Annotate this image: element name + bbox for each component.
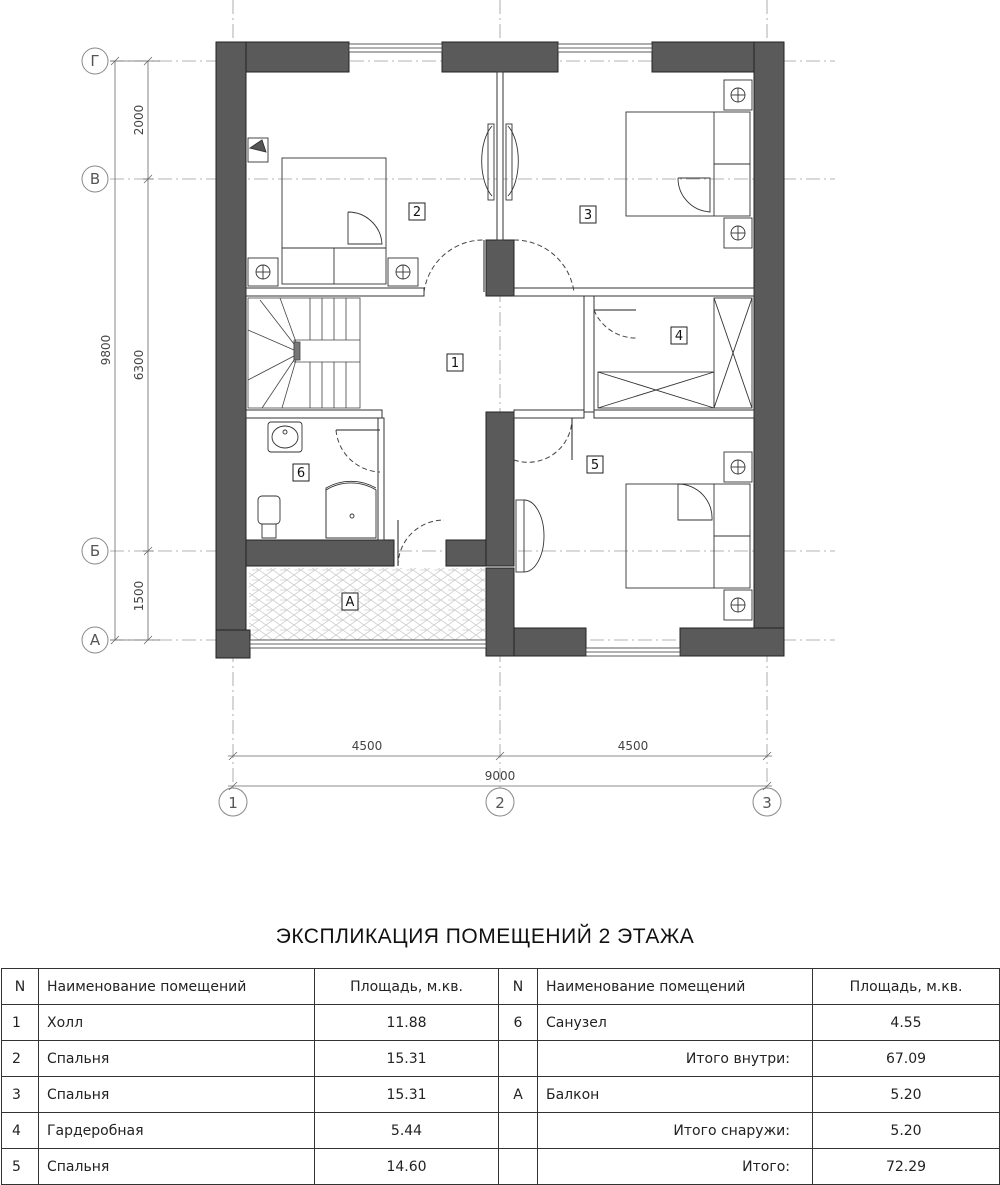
row-name: Спальня <box>39 1041 315 1077</box>
axis-markers-numbers <box>219 788 781 816</box>
table-row <box>2 1041 1000 1077</box>
axis-marker-a <box>82 627 108 653</box>
row-area: 5.20 <box>813 1113 1000 1149</box>
row-n <box>499 1149 538 1185</box>
dim-2000: 2000 <box>132 104 146 136</box>
table-header-row <box>2 969 1000 1005</box>
row-n: 2 <box>2 1041 39 1077</box>
dim-1500: 1500 <box>132 580 146 612</box>
row-area: 72.29 <box>813 1149 1000 1185</box>
axis-marker-2 <box>486 788 514 816</box>
room-tag-3 <box>580 206 596 223</box>
svg-text:3: 3 <box>762 794 772 812</box>
svg-text:А: А <box>89 631 101 649</box>
wardrobe-room-4 <box>598 298 752 408</box>
row-area: 5.44 <box>315 1113 499 1149</box>
room-tag-5 <box>587 456 603 473</box>
dim-4500-left: 4500 <box>351 739 383 753</box>
bathroom-fixtures <box>258 422 376 538</box>
axis-marker-v <box>82 166 108 192</box>
room-tag-2 <box>409 203 425 220</box>
header-n: N <box>2 969 39 1005</box>
header-name: Наименование помещений <box>538 969 813 1005</box>
row-name: Гардеробная <box>39 1113 315 1149</box>
table-row <box>2 1077 1000 1113</box>
svg-text:5: 5 <box>590 458 600 473</box>
svg-text:А: А <box>345 595 355 610</box>
svg-text:4: 4 <box>674 329 684 344</box>
svg-text:Г: Г <box>90 52 100 70</box>
room-tag-4 <box>671 327 687 344</box>
explication-title: ЭКСПЛИКАЦИЯ ПОМЕЩЕНИЙ 2 ЭТАЖА <box>275 925 695 948</box>
header-name: Наименование помещений <box>39 969 315 1005</box>
row-area: 11.88 <box>315 1005 499 1041</box>
row-n: 3 <box>2 1077 39 1113</box>
row-n <box>499 1113 538 1149</box>
row-name: Санузел <box>538 1005 813 1041</box>
room-tag-1 <box>447 354 463 371</box>
bed-room-5 <box>516 452 752 620</box>
svg-text:2: 2 <box>495 794 505 812</box>
row-total-label: Итого снаружи: <box>538 1113 813 1149</box>
dim-9800: 9800 <box>99 334 113 366</box>
bed-room-2 <box>248 138 418 286</box>
row-n: 4 <box>2 1113 39 1149</box>
row-area: 14.60 <box>315 1149 499 1185</box>
row-area: 15.31 <box>315 1077 499 1113</box>
axis-marker-g <box>82 48 108 74</box>
row-n: 5 <box>2 1149 39 1185</box>
svg-text:Б: Б <box>89 542 101 560</box>
table-row <box>2 1005 1000 1041</box>
row-name: Балкон <box>538 1077 813 1113</box>
svg-text:1: 1 <box>228 794 238 812</box>
row-name: Холл <box>39 1005 315 1041</box>
svg-text:В: В <box>89 170 101 188</box>
row-name: Спальня <box>39 1149 315 1185</box>
room-tag-6 <box>293 464 309 481</box>
row-area: 4.55 <box>813 1005 1000 1041</box>
table-row <box>2 1149 1000 1185</box>
header-area: Площадь, м.кв. <box>813 969 1000 1005</box>
header-area: Площадь, м.кв. <box>315 969 499 1005</box>
svg-text:3: 3 <box>583 208 593 223</box>
row-total-label: Итого внутри: <box>538 1041 813 1077</box>
row-n: 1 <box>2 1005 39 1041</box>
row-n <box>499 1041 538 1077</box>
axis-marker-1 <box>219 788 247 816</box>
staircase <box>248 298 360 408</box>
row-n: А <box>499 1077 538 1113</box>
dim-9000: 9000 <box>484 769 516 783</box>
axis-marker-3 <box>753 788 781 816</box>
row-area: 67.09 <box>813 1041 1000 1077</box>
axis-marker-b <box>82 538 108 564</box>
room-tag-a <box>342 593 358 610</box>
svg-text:2: 2 <box>412 205 422 220</box>
bed-room-3 <box>626 80 752 248</box>
dim-4500-right: 4500 <box>617 739 649 753</box>
header-n: N <box>499 969 538 1005</box>
row-total-label: Итого: <box>538 1149 813 1185</box>
row-area: 5.20 <box>813 1077 1000 1113</box>
dim-6300: 6300 <box>132 349 146 381</box>
explication-table <box>1 968 1000 1185</box>
row-area: 15.31 <box>315 1041 499 1077</box>
svg-text:6: 6 <box>296 466 306 481</box>
balcony-floor <box>249 568 485 640</box>
row-n: 6 <box>499 1005 538 1041</box>
svg-text:1: 1 <box>450 356 460 371</box>
table-row <box>2 1113 1000 1149</box>
row-name: Спальня <box>39 1077 315 1113</box>
